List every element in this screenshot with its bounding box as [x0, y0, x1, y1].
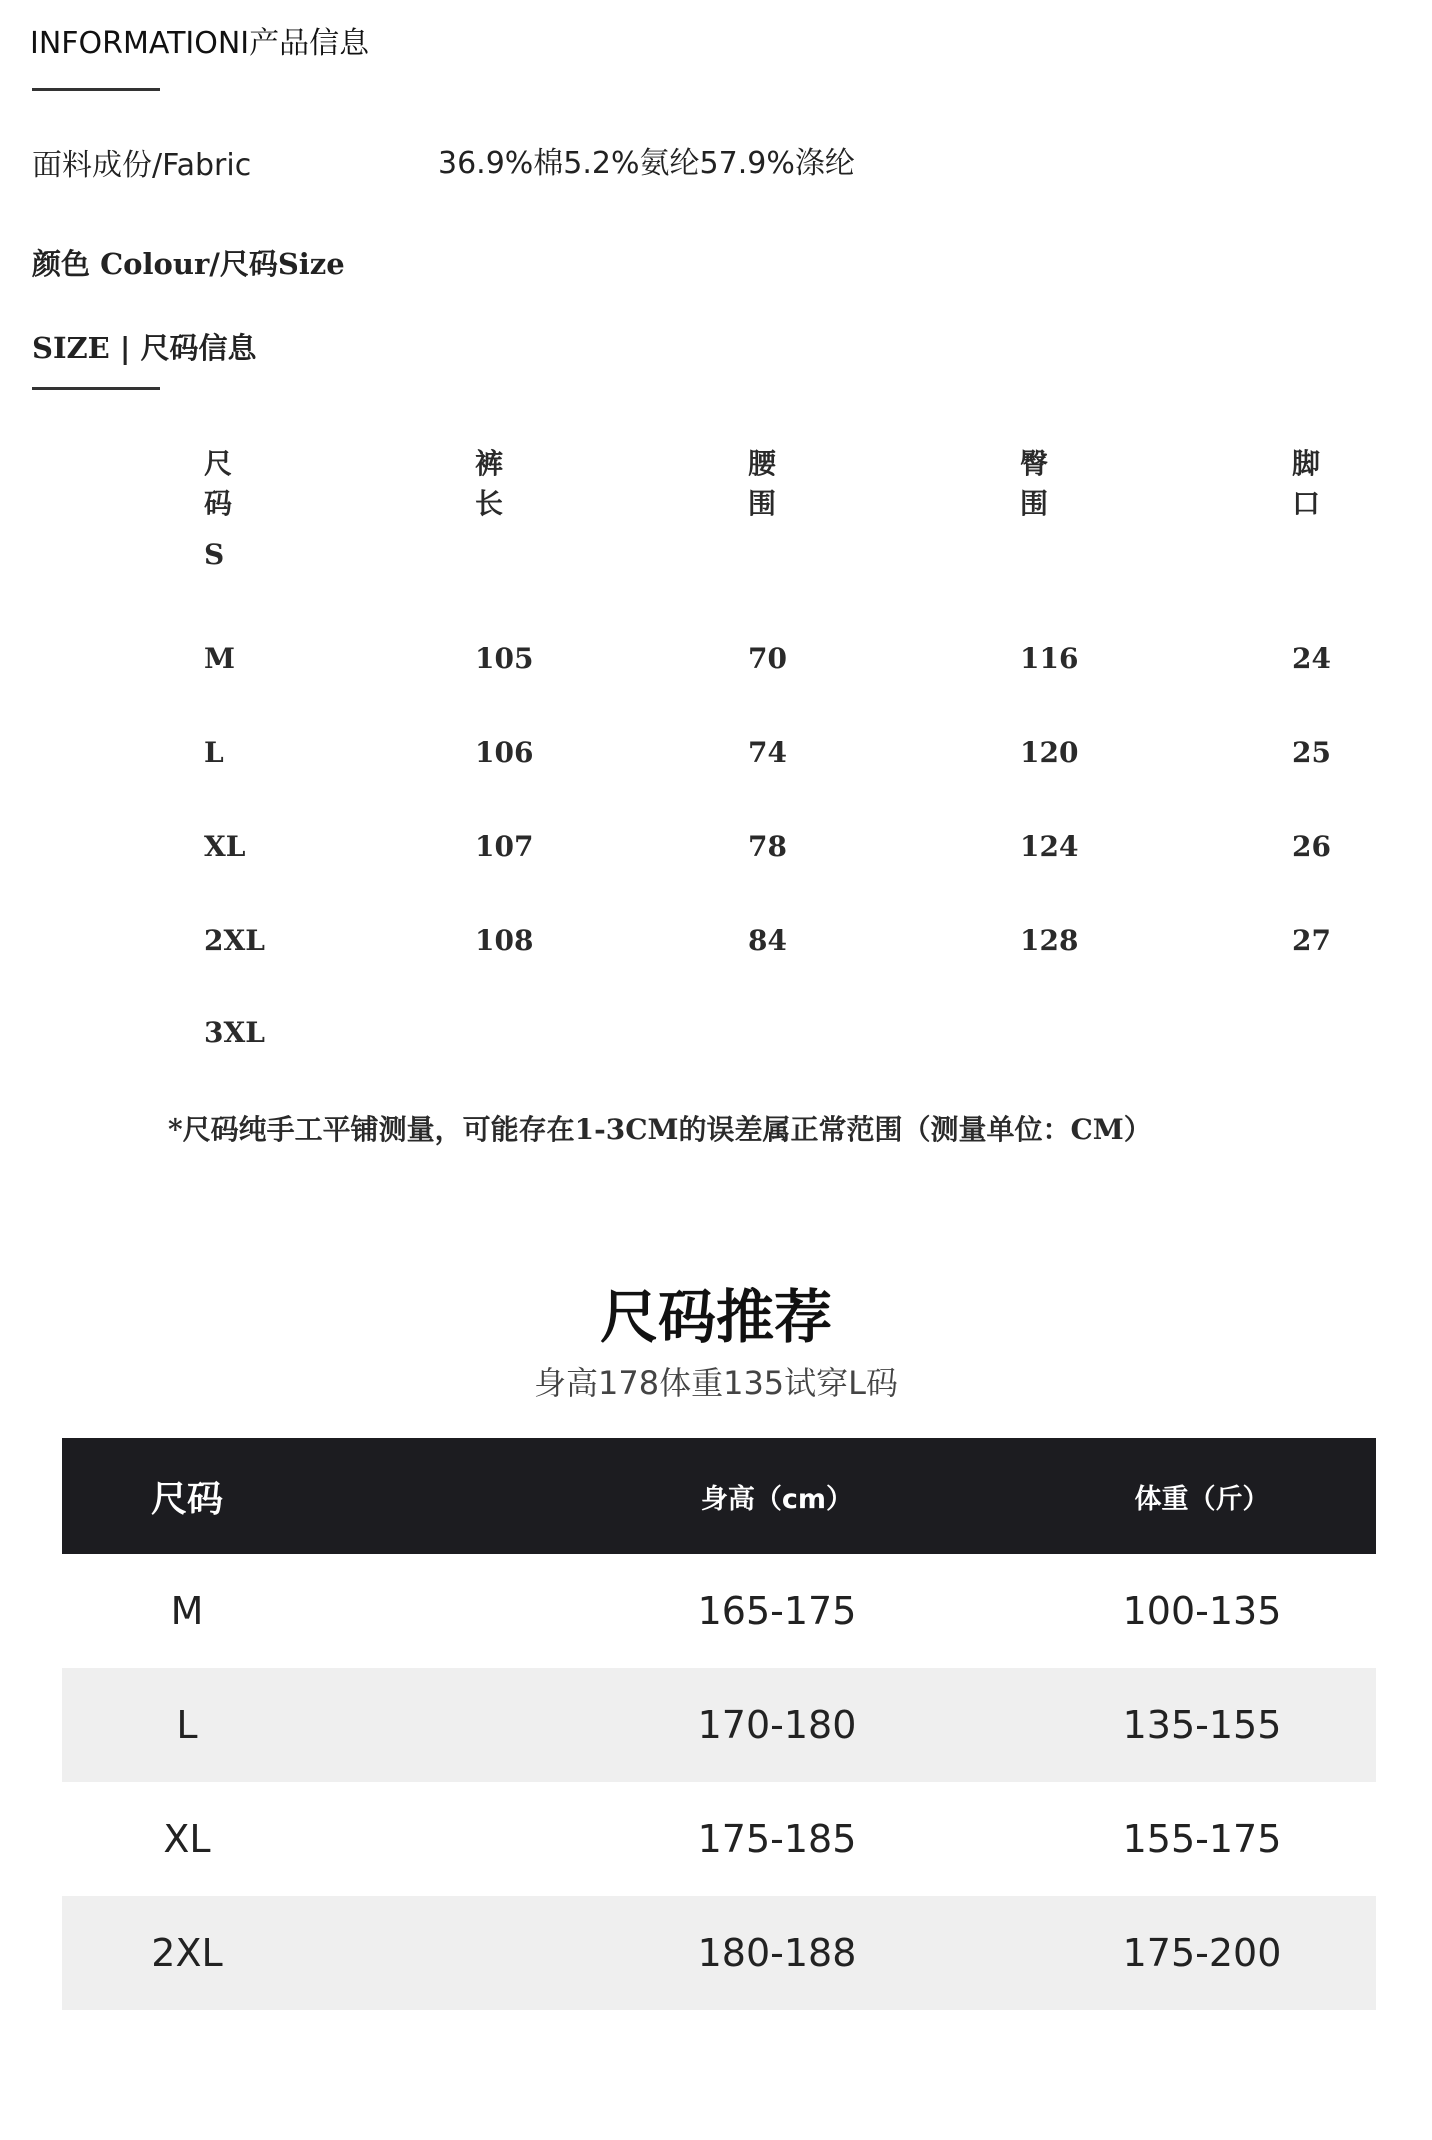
table-row [62, 1668, 1376, 1782]
measurement-cell: 106 [475, 736, 534, 769]
recommendation-title: 尺码推荐 [599, 1283, 832, 1351]
table-row [62, 1896, 1376, 2010]
height-cell: 170-180 [697, 1703, 857, 1747]
height-cell: 175-185 [697, 1817, 857, 1861]
measurement-header-cell: 臀围 [1020, 447, 1049, 520]
measurement-cell: 24 [1292, 642, 1331, 675]
table-row [62, 1554, 1376, 1668]
size-info-label: SIZE | 尺码信息 [32, 331, 257, 365]
measurement-cell: S [204, 538, 225, 571]
measurement-cell: 84 [748, 924, 787, 957]
height-cell: 180-188 [697, 1931, 857, 1975]
info-title: INFORMATIONI产品信息 [30, 26, 370, 61]
measurement-header-cell: 脚口 [1292, 447, 1321, 520]
height-cell: 165-175 [697, 1589, 857, 1633]
fabric-label: 面料成份/Fabric [32, 148, 252, 183]
size-cell: 2XL [151, 1931, 223, 1975]
size-cell: M [170, 1589, 204, 1633]
measurement-cell: 116 [1020, 642, 1079, 675]
measurement-cell: XL [204, 830, 246, 863]
recommendation-header-cell: 体重（斤） [1134, 1483, 1270, 1515]
measurement-cell: 78 [748, 830, 787, 863]
size-cell: L [176, 1703, 198, 1747]
measurement-cell: 74 [748, 736, 787, 769]
measurement-cell: 108 [475, 924, 534, 957]
measurement-cell: 25 [1292, 736, 1331, 769]
recommendation-table [62, 1438, 1376, 2010]
recommendation-subtitle: 身高178体重135试穿L码 [534, 1364, 898, 1402]
recommendation-header-cell: 身高（cm） [700, 1483, 854, 1515]
measurement-cell: 128 [1020, 924, 1079, 957]
weight-cell: 100-135 [1122, 1589, 1282, 1633]
table-row [62, 1782, 1376, 1896]
size-cell: XL [163, 1817, 211, 1861]
recommendation-header-row [62, 1438, 1376, 1554]
measurement-cell: 70 [748, 642, 787, 675]
measurement-cell: 107 [475, 830, 534, 863]
colour-size-label: 颜色 Colour/尺码Size [32, 247, 345, 281]
measurement-cell: 3XL [204, 1016, 265, 1049]
recommendation-header-cell: 尺码 [150, 1478, 223, 1520]
size-info-divider [32, 387, 160, 390]
measurement-cell: L [204, 736, 224, 769]
weight-cell: 175-200 [1122, 1931, 1282, 1975]
measurement-cell: 26 [1292, 830, 1331, 863]
weight-cell: 155-175 [1122, 1817, 1282, 1861]
measurement-header-cell: 裤长 [475, 447, 504, 520]
measurement-cell: 105 [475, 642, 534, 675]
fabric-value: 36.9%棉5.2%氨纶57.9%涤纶 [438, 146, 855, 181]
measurement-cell: 120 [1020, 736, 1079, 769]
measurement-cell: M [204, 642, 235, 675]
measurement-header-cell: 腰围 [748, 447, 777, 520]
weight-cell: 135-155 [1122, 1703, 1282, 1747]
measurement-cell: 2XL [204, 924, 265, 957]
measurement-note: *尺码纯手工平铺测量，可能存在1-3CM的误差属正常范围（测量单位：CM） [168, 1113, 1152, 1146]
measurement-cell: 27 [1292, 924, 1331, 957]
measurement-cell: 124 [1020, 830, 1079, 863]
measurement-header-cell: 尺码 [204, 447, 233, 520]
title-divider [32, 88, 160, 91]
